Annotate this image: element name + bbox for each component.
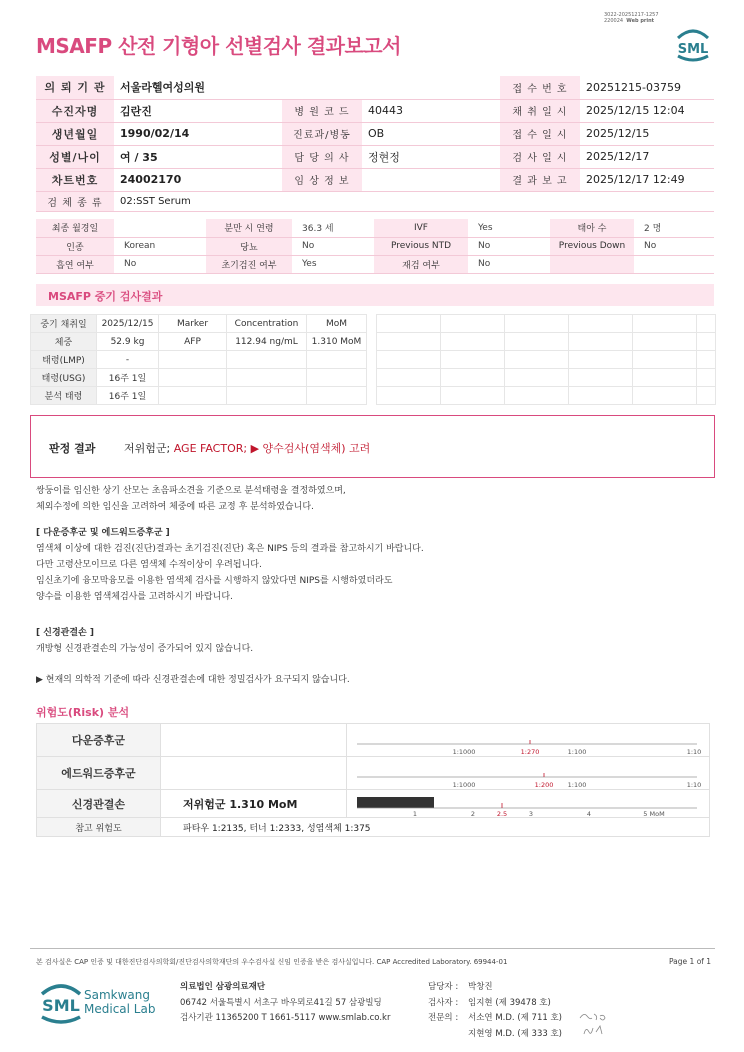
field-label <box>282 76 362 99</box>
tick-label: 1 <box>412 810 418 818</box>
mid-label: 체중 <box>31 333 97 351</box>
tick-label: 1:10 <box>686 781 702 789</box>
org-name: 의료법인 삼광의료재단 <box>180 982 266 992</box>
mid-value: Concentration <box>227 315 307 333</box>
sml-logo <box>672 26 714 65</box>
mid-label: 분석 태령 <box>31 387 97 405</box>
ntd-notes <box>36 625 253 657</box>
field-label: 접 수 번 호 <box>500 76 580 99</box>
field-value: 서울라헬여성의원 <box>114 76 282 99</box>
tick-label: 2.5 <box>496 810 508 818</box>
clinical-value: No <box>468 255 550 273</box>
tick-label: 1:1000 <box>452 781 476 789</box>
tick-label: 1:10 <box>686 748 702 756</box>
down-notes-title: [ 다운증후군 및 에드워드증후군 ] <box>36 528 170 538</box>
tick-label: 2 <box>470 810 476 818</box>
clinical-info-row <box>36 219 714 237</box>
clinical-value: 2 명 <box>634 219 714 237</box>
note-line: 임신초기에 융모막융모를 이용한 염색체 검사를 시행하지 않았다면 NIPS를 시행하였더라도 <box>36 576 393 586</box>
accreditation-note: 본 검사실은 CAP 인증 및 대한진단검사의학회/진단검사의학재단의 우수검사실 신임 인증을 받은 검사실입니다. CAP Accredited Laboratory. 69944-01 <box>36 958 508 966</box>
specimen-label: 검 체 종 류 <box>36 191 114 211</box>
staff-line <box>428 1027 562 1043</box>
mid-value <box>307 387 367 405</box>
clinical-value: Yes <box>292 255 374 273</box>
risk-label-down: 다운증후군 <box>37 724 161 757</box>
document-code-line2: 220024 <box>604 18 624 24</box>
clinical-label: 태아 수 <box>550 219 634 237</box>
field-label: 병 원 코 드 <box>282 99 362 122</box>
signature <box>578 1008 618 1043</box>
mid-value: 16주 1일 <box>97 387 159 405</box>
field-value: 1990/02/14 <box>114 122 282 145</box>
field-value: 2025/12/17 12:49 <box>580 168 714 191</box>
tick-label: 1:270 <box>520 748 540 756</box>
mid-value: MoM <box>307 315 367 333</box>
specimen-row <box>36 191 714 211</box>
verdict-value <box>124 440 370 456</box>
mid-value: AFP <box>159 333 227 351</box>
org-address: 06742 서울특별시 서초구 바우뫼로41길 57 삼광빌딩 <box>180 997 382 1008</box>
patient-info-row <box>36 99 714 122</box>
field-label: 진료과/병동 <box>282 122 362 145</box>
clinical-info-table <box>36 219 714 274</box>
field-label: 채 취 일 시 <box>500 99 580 122</box>
mid-value <box>227 369 307 387</box>
web-print-label: Web print <box>626 18 655 24</box>
clinical-label: Previous NTD <box>374 237 468 255</box>
field-label: 임 상 정 보 <box>282 168 362 191</box>
clinical-label: Previous Down <box>550 237 634 255</box>
staff-role: 검사자 : <box>428 997 459 1008</box>
tick-label: 1:200 <box>534 781 554 789</box>
clinical-info-row <box>36 255 714 273</box>
clinical-label: IVF <box>374 219 468 237</box>
mid-value: 52.9 kg <box>97 333 159 351</box>
risk-section-title: 위험도(Risk) 분석 <box>36 706 130 719</box>
risk-scale-ntd <box>347 790 710 818</box>
field-label: 생년월일 <box>36 122 114 145</box>
risk-table <box>36 723 710 837</box>
staff-name: 지현영 M.D. (제 333 호) <box>468 1028 563 1039</box>
risk-scale-down <box>347 724 710 757</box>
staff-line <box>428 980 562 996</box>
field-value: 2025/12/17 <box>580 145 714 168</box>
field-value: 정현정 <box>362 145 500 168</box>
risk-scale-edwards <box>347 757 710 790</box>
field-value: 24002170 <box>114 168 282 191</box>
clinical-value <box>634 255 714 273</box>
patient-info-row <box>36 168 714 191</box>
risk-value-down <box>161 724 347 757</box>
clinical-label <box>550 255 634 273</box>
final-note: ▶ 현재의 의학적 기준에 따라 신경관결손에 대한 정밀검사가 요구되지 않습니다. <box>36 675 350 685</box>
ntd-notes-title: [ 신경관결손 ] <box>36 628 94 638</box>
clinical-info-row <box>36 237 714 255</box>
field-value: 2025/12/15 12:04 <box>580 99 714 122</box>
field-label: 의 뢰 기 관 <box>36 76 114 99</box>
risk-value-ntd: 저위험군 1.310 MoM <box>161 790 347 818</box>
mid-value: 16주 1일 <box>97 369 159 387</box>
mid-value <box>227 351 307 369</box>
tick-label: 4 <box>586 810 592 818</box>
clinical-value: Korean <box>114 237 206 255</box>
tick-label: 1:100 <box>567 781 587 789</box>
note-line: 쌍둥이를 임신한 상기 산모는 초음파소견을 기준으로 분석태령을 결정하였으며, <box>36 486 346 496</box>
field-label: 차트번호 <box>36 168 114 191</box>
note-line: 개방형 신경관결손의 가능성이 증가되어 있지 않습니다. <box>36 644 254 654</box>
footer-lab-name <box>84 988 155 1016</box>
field-label: 검 사 일 시 <box>500 145 580 168</box>
mid-result-table <box>30 314 367 405</box>
mid-result-row <box>31 333 367 351</box>
lab-name-line1: Samkwang <box>84 988 150 1002</box>
field-label: 접 수 일 시 <box>500 122 580 145</box>
note-line: 체외수정에 의한 임신을 고려하여 체중에 따른 교정 후 분석하였습니다. <box>36 502 314 512</box>
page-number: Page 1 of 1 <box>669 957 712 966</box>
field-label: 담 당 의 사 <box>282 145 362 168</box>
ref-risk-label: 참고 위험도 <box>37 818 161 837</box>
clinical-label: 최종 월경일 <box>36 219 114 237</box>
ntd-mom-bar <box>357 797 434 808</box>
verdict-label: 판정 결과 <box>49 442 96 455</box>
clinical-value: No <box>114 255 206 273</box>
tick-label: 1:1000 <box>452 748 476 756</box>
mid-value <box>227 387 307 405</box>
footer-org <box>180 980 390 1027</box>
mid-result-row <box>31 351 367 369</box>
page-title: MSAFP 산전 기형아 선별검사 결과보고서 <box>36 34 401 58</box>
staff-name: 임지현 (제 39478 호) <box>468 997 551 1008</box>
mid-result-row <box>31 387 367 405</box>
note-line: 염색체 이상에 대한 검진(진단)결과는 초기검진(진단) 혹은 NIPS 등의 결과를 참고하시기 바랍니다. <box>36 544 424 554</box>
field-value: 2025/12/15 <box>580 122 714 145</box>
clinical-value: Yes <box>468 219 550 237</box>
mid-result-section-title: MSAFP 중기 검사결과 <box>48 290 163 303</box>
field-value <box>362 168 500 191</box>
field-label: 수진자명 <box>36 99 114 122</box>
verdict-prefix: 저위험군; <box>124 442 174 455</box>
staff-line <box>428 996 562 1012</box>
risk-scale-svg-down <box>347 724 707 757</box>
clinical-value: No <box>468 237 550 255</box>
footer-logo-text: SML <box>42 996 80 1015</box>
staff-role: 전문의 : <box>428 1013 459 1023</box>
risk-scale-svg-edwards <box>347 757 707 790</box>
risk-value-edwards <box>161 757 347 790</box>
mid-label: 태령(LMP) <box>31 351 97 369</box>
note-line: 다만 고령산모이므로 다른 염색체 수적이상이 우려됩니다. <box>36 560 262 570</box>
clinical-label: 인종 <box>36 237 114 255</box>
footer-divider <box>30 948 715 949</box>
clinical-value <box>114 219 206 237</box>
mid-value <box>307 351 367 369</box>
lab-name-line2: Medical Lab <box>84 1002 156 1016</box>
staff-role: 담당자 : <box>428 982 459 992</box>
footer-staff <box>428 980 562 1042</box>
field-value <box>362 76 500 99</box>
staff-name: 서소연 M.D. (제 711 호) <box>468 1013 563 1023</box>
risk-label-edwards: 에드워드증후군 <box>37 757 161 790</box>
field-value: OB <box>362 122 500 145</box>
note-paragraph-1 <box>36 483 346 515</box>
mid-result-row <box>31 369 367 387</box>
clinical-label: 당뇨 <box>206 237 292 255</box>
patient-info-row <box>36 76 714 99</box>
tick-label: 1:100 <box>567 748 587 756</box>
clinical-value: No <box>634 237 714 255</box>
mid-value <box>307 369 367 387</box>
org-contact: 검사기관 11365200 T 1661-5117 www.smlab.co.kr <box>180 1013 391 1023</box>
mid-value <box>159 369 227 387</box>
mid-value: Marker <box>159 315 227 333</box>
staff-name: 박창진 <box>468 982 493 992</box>
mid-result-empty-grid <box>376 314 716 405</box>
staff-line <box>428 1011 562 1027</box>
mid-value: - <box>97 351 159 369</box>
risk-scale-svg-ntd <box>347 790 707 818</box>
verdict-highlight: AGE FACTOR; ▶ 양수검사(염색체) 고려 <box>173 442 371 455</box>
note-line: 양수를 이용한 염색체검사를 고려하시기 바랍니다. <box>36 592 233 602</box>
mid-value: 112.94 ng/mL <box>227 333 307 351</box>
clinical-label: 분만 시 연령 <box>206 219 292 237</box>
document-code-line1: 3022-20251217-1257 <box>604 12 659 18</box>
field-value: 40443 <box>362 99 500 122</box>
footer-logo <box>36 980 86 1029</box>
field-value: 여 / 35 <box>114 145 282 168</box>
mid-label: 태령(USG) <box>31 369 97 387</box>
field-value: 김란진 <box>114 99 282 122</box>
clinical-value: No <box>292 237 374 255</box>
clinical-label: 흡연 여부 <box>36 255 114 273</box>
document-code <box>604 12 659 24</box>
tick-label: 5 MoM <box>643 810 665 818</box>
patient-info-table <box>36 76 714 212</box>
field-label: 결 과 보 고 <box>500 168 580 191</box>
field-label: 성별/나이 <box>36 145 114 168</box>
specimen-value: 02:SST Serum <box>114 191 714 211</box>
tick-label: 3 <box>528 810 534 818</box>
clinical-value: 36.3 세 <box>292 219 374 237</box>
down-syndrome-notes <box>36 525 424 605</box>
mid-value: 2025/12/15 <box>97 315 159 333</box>
sml-logo-text: SML <box>677 42 709 57</box>
ref-risk-value: 파타우 1:2135, 터너 1:2333, 성염색체 1:375 <box>161 818 710 837</box>
field-value: 20251215-03759 <box>580 76 714 99</box>
mid-value <box>159 387 227 405</box>
risk-label-ntd: 신경관결손 <box>37 790 161 818</box>
mid-label: 중기 채취일 <box>31 315 97 333</box>
mid-value <box>159 351 227 369</box>
patient-info-row <box>36 122 714 145</box>
mid-value: 1.310 MoM <box>307 333 367 351</box>
clinical-label: 초기검진 여부 <box>206 255 292 273</box>
clinical-label: 재검 여부 <box>374 255 468 273</box>
patient-info-row <box>36 145 714 168</box>
mid-result-row <box>31 315 367 333</box>
